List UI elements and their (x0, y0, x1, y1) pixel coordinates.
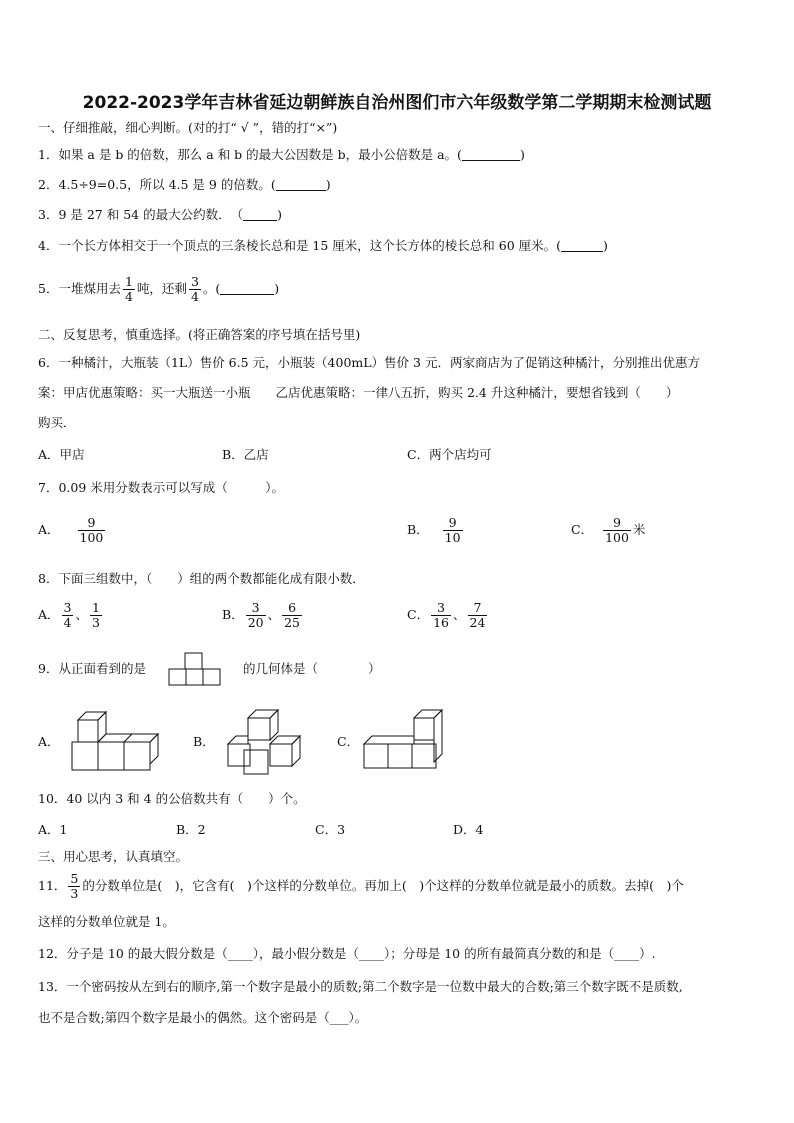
q9-option-a-figure[interactable] (68, 710, 164, 774)
question-8: 8．下面三组数中，（ ）组的两个数都能化成有限小数． (38, 571, 365, 586)
option-letter: A． (38, 607, 60, 622)
q8-option-a[interactable] (38, 601, 104, 630)
fraction-numerator: 5 (70, 871, 79, 886)
fraction (123, 275, 135, 304)
fraction (189, 275, 201, 304)
q6-option-b[interactable]: B．乙店 (222, 447, 269, 462)
fraction-denominator: 16 (433, 615, 449, 630)
question-12: 12．分子是 10 的最大假分数是（____），最小假分数是（____）；分母是 10 的所有最简真分数的和是（____）. (38, 946, 656, 961)
fraction-denominator: 4 (190, 289, 199, 304)
fraction-denominator: 4 (124, 289, 133, 304)
close-paren: ) (277, 207, 282, 222)
q8-option-c[interactable] (407, 601, 489, 630)
q8-option-b[interactable] (222, 601, 304, 630)
q9-option-a-label[interactable]: A． (38, 734, 60, 749)
close-paren: ) (274, 281, 280, 296)
question-6-line1: 6．一种橘汁，大瓶装（1L）售价 6.5 元，小瓶装（400mL）售价 3 元．两家商店为了促销这种橘汁，分别推出优惠方 (38, 355, 700, 370)
fraction-numerator: 9 (87, 515, 96, 530)
question-11-number: 11． (38, 878, 67, 893)
q7-option-b[interactable] (407, 516, 465, 545)
unit-label: 米 (632, 522, 646, 537)
fraction (90, 601, 102, 630)
page-title: 2022-2023学年吉林省延边朝鲜族自治州图们市六年级数学第二学期期末检测试题 (82, 93, 712, 113)
question-13-line2: 也不是合数;第四个数字是最小的偶然。这个密码是（___）。 (38, 1010, 368, 1025)
question-11-line2: 这样的分数单位就是 1。 (38, 914, 175, 929)
q7-option-a[interactable] (38, 516, 107, 545)
fraction-numerator: 3 (437, 600, 445, 615)
question-5-text-b: 吨，还剩 (136, 281, 187, 296)
question-13-line1: 13．一个密码按从左到右的顺序,第一个数字是最小的质数;第二个数字是一位数中最大的合数;第三个数字既不是质数, (38, 979, 683, 994)
option-letter: B． (222, 607, 244, 622)
fraction-numerator: 1 (92, 600, 100, 615)
q10-option-c[interactable]: C．3 (315, 822, 346, 837)
fraction-numerator: 3 (63, 600, 72, 615)
fraction-numerator: 1 (124, 274, 133, 289)
fraction-numerator: 6 (288, 600, 297, 615)
fraction (468, 601, 488, 630)
close-paren: ) (519, 147, 525, 162)
question-10: 10．40 以内 3 和 4 的公倍数共有（ ）个。 (38, 791, 306, 806)
answer-blank[interactable] (561, 239, 603, 252)
fraction (78, 516, 106, 545)
fraction-denominator: 24 (469, 615, 486, 630)
fraction-denominator: 3 (92, 615, 100, 630)
answer-blank[interactable] (220, 282, 274, 295)
fraction-denominator: 25 (284, 615, 301, 630)
question-6-line2: 案：甲店优惠策略：买一大瓶送一小瓶 乙店优惠策略：一律八五折，购买 2.4 升这种橘汁，要想省钱到（ ） (38, 385, 679, 400)
fraction (62, 601, 74, 630)
question-11 (38, 872, 684, 901)
section2-heading: 二、反复思考，慎重选择。(将正确答案的序号填在括号里) (38, 327, 361, 342)
q10-option-a[interactable]: A．1 (38, 822, 68, 837)
option-letter: B． (407, 522, 429, 537)
question-4 (38, 238, 608, 254)
q10-option-d[interactable]: D．4 (453, 822, 484, 837)
separator: 、 (75, 607, 88, 622)
fraction-denominator: 4 (63, 615, 72, 630)
fraction (282, 601, 302, 630)
fraction (246, 601, 266, 630)
question-1 (38, 147, 525, 163)
question-5-text-a: 5．一堆煤用去 (38, 281, 121, 296)
separator: 、 (267, 607, 281, 622)
fraction (603, 516, 631, 545)
q9-option-c-label[interactable]: C． (337, 734, 360, 749)
q9-option-c-figure[interactable] (362, 708, 446, 772)
question-6-line3: 购买． (38, 415, 76, 430)
question-1-text: 1．如果 a 是 b 的倍数，那么 a 和 b 的最大公因数是 b，最小公倍数是 a。( (38, 147, 462, 162)
fraction-numerator: 9 (448, 515, 457, 530)
section3-heading: 三、用心思考，认真填空。 (38, 849, 189, 864)
close-paren: ) (603, 238, 608, 253)
section1-heading: 一、仔细推敲，细心判断。(对的打“ √ ”，错的打“×”) (38, 120, 338, 135)
fraction-denominator: 100 (79, 530, 104, 545)
close-paren: ) (325, 177, 331, 192)
fraction-denominator: 100 (605, 530, 629, 545)
q10-option-b[interactable]: B．2 (176, 822, 206, 837)
fraction-denominator: 20 (247, 615, 264, 630)
q7-option-c[interactable] (571, 516, 645, 545)
fraction-numerator: 3 (251, 600, 260, 615)
fraction (431, 601, 451, 630)
q9-option-b-label[interactable]: B． (193, 734, 215, 749)
fraction-denominator: 3 (70, 886, 79, 901)
option-letter: A． (38, 522, 60, 537)
question-2 (38, 177, 331, 193)
question-2-text: 2．4.5÷9=0.5，所以 4.5 是 9 的倍数。( (38, 177, 276, 192)
question-11-text: 的分数单位是( )，它含有( )个这样的分数单位。再加上( )个这样的分数单位就是最小的质数。去掉( )个 (82, 878, 684, 893)
q6-option-c[interactable]: C．两个店均可 (407, 447, 492, 462)
option-letter: C． (407, 607, 430, 622)
question-7: 7．0.09 米用分数表示可以写成（ ）。 (38, 480, 285, 495)
option-letter: C． (571, 522, 594, 537)
answer-blank[interactable] (243, 208, 277, 221)
fraction-numerator: 7 (473, 600, 482, 615)
question-5-text-c: 。( (202, 281, 221, 296)
question-5 (38, 275, 279, 304)
question-9-text-a: 9．从正面看到的是 (38, 661, 146, 676)
question-3 (38, 207, 282, 223)
fraction (443, 516, 463, 545)
fraction (68, 872, 80, 901)
question-3-text: 3．9 是 27 和 54 的最大公约数． （ (38, 207, 244, 222)
answer-blank[interactable] (462, 148, 520, 161)
question-4-text: 4．一个长方体相交于一个顶点的三条棱长总和是 15 厘米，这个长方体的棱长总和 60 厘米。( (38, 238, 562, 253)
fraction-denominator: 10 (444, 530, 461, 545)
fraction-numerator: 3 (190, 274, 199, 289)
front-view-figure (168, 652, 222, 686)
separator: 、 (452, 607, 466, 622)
answer-blank[interactable] (276, 178, 326, 191)
q6-option-a[interactable]: A．甲店 (38, 447, 85, 462)
fraction-numerator: 9 (613, 515, 621, 530)
question-9-text-b: 的几何体是（ ） (243, 661, 381, 676)
q9-option-b-figure[interactable] (222, 706, 304, 776)
